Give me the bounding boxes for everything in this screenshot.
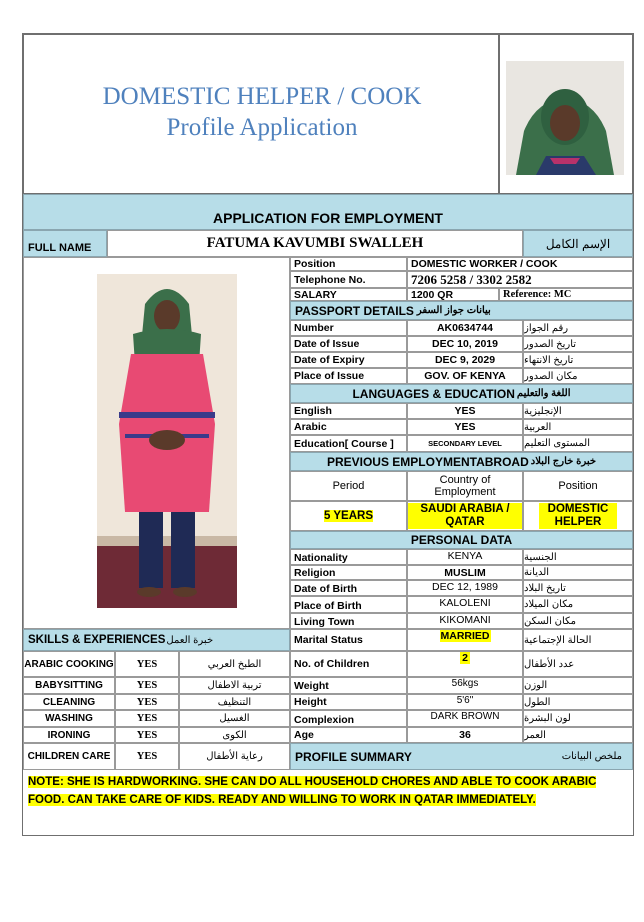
profile-summary-title: PROFILE SUMMARY — [295, 749, 412, 764]
telephone-label: Telephone No. — [290, 271, 407, 288]
height-arabic: الطول — [523, 694, 633, 710]
date-of-issue-value: DEC 10, 2019 — [407, 336, 523, 352]
date-of-expiry-arabic: تاريخ الانتهاء — [523, 352, 633, 368]
place-of-birth-arabic: مكان الميلاد — [523, 596, 633, 613]
marital-status-label: Marital Status — [290, 629, 407, 651]
salary-label: SALARY — [290, 288, 407, 301]
skill-babysitting-value: YES — [115, 677, 179, 694]
skill-arabic-cooking-arabic: الطبخ العربي — [179, 651, 290, 677]
age-label: Age — [290, 727, 407, 743]
place-of-issue-arabic: مكان الصدور — [523, 368, 633, 384]
english-arabic: الإنجليزية — [523, 403, 633, 419]
fullname-label-arabic: الإسم الكامل — [523, 230, 633, 257]
headshot-box — [499, 34, 633, 194]
prev-position-cell — [523, 501, 633, 531]
passport-number-arabic: رقم الجواز — [523, 320, 633, 336]
previous-employment-title-arabic: خبرة خارج البلاد — [530, 456, 597, 467]
note-box — [23, 770, 633, 815]
place-of-issue-value: GOV. OF KENYA — [407, 368, 523, 384]
marital-status-cell — [407, 629, 523, 651]
profile-summary-band — [290, 743, 633, 770]
personal-data-band: PERSONAL DATA — [290, 531, 633, 549]
education-arabic: المستوى التعليم — [523, 435, 633, 452]
languages-title: LANGUAGES & EDUCATION — [352, 386, 515, 401]
telephone-value: 7206 5258 / 3302 2582 — [407, 271, 633, 288]
period-header: Period — [290, 471, 407, 501]
passport-number-value: AK0634744 — [407, 320, 523, 336]
skill-babysitting-label: BABYSITTING — [23, 677, 115, 694]
marital-status-arabic: الحالة الإجتماعية — [523, 629, 633, 651]
living-town-arabic: مكان السكن — [523, 613, 633, 629]
age-arabic: العمر — [523, 727, 633, 743]
header-title-box — [23, 34, 499, 194]
passport-number-label: Number — [290, 320, 407, 336]
nationality-arabic: الجنسية — [523, 549, 633, 565]
living-town-label: Living Town — [290, 613, 407, 629]
skills-title-arabic: خبرة العمل — [166, 634, 214, 646]
profile-summary-title-arabic: ملخص البيانات — [561, 751, 622, 762]
marital-status-value: MARRIED — [440, 630, 490, 642]
skill-washing-arabic: الغسيل — [179, 710, 290, 727]
living-town-value: KIKOMANI — [407, 613, 523, 629]
application-sheet — [22, 33, 634, 836]
children-count-arabic: عدد الأطفال — [523, 651, 633, 677]
period-value: 5 YEARS — [323, 510, 373, 522]
passport-title-arabic: بيانات جواز السفر — [416, 305, 491, 316]
skill-ironing-label: IRONING — [23, 727, 115, 743]
position-header: Position — [523, 471, 633, 501]
country-value: SAUDI ARABIA / QATAR — [408, 503, 522, 529]
reference: Reference: MC — [499, 288, 633, 301]
passport-band — [290, 301, 633, 320]
religion-value: MUSLIM — [407, 565, 523, 580]
age-value: 36 — [407, 727, 523, 743]
skills-band — [23, 629, 290, 651]
full-body-photo — [97, 274, 237, 608]
skill-cleaning-label: CLEANING — [23, 694, 115, 710]
date-of-birth-arabic: تاريخ البلاد — [523, 580, 633, 596]
children-count-label: No. of Children — [290, 651, 407, 677]
skill-ironing-value: YES — [115, 727, 179, 743]
date-of-expiry-label: Date of Expiry — [290, 352, 407, 368]
note-text: NOTE: SHE IS HARDWORKING. SHE CAN DO ALL HOUSEHOLD CHORES AND ABLE TO COOK ARABIC FOOD. CAN TAKE CARE OF KIDS. READY AND WILLING TO WORK IN QATAR IMMEDIATELY. — [28, 776, 597, 806]
header-title-line1: DOMESTIC HELPER / COOK — [102, 83, 422, 110]
languages-title-arabic: اللغة والتعليم — [516, 388, 571, 399]
date-of-issue-label: Date of Issue — [290, 336, 407, 352]
weight-label: Weight — [290, 677, 407, 694]
skill-arabic-cooking-label: ARABIC COOKING — [23, 651, 115, 677]
position-label: Position — [290, 257, 407, 271]
date-of-birth-label: Date of Birth — [290, 580, 407, 596]
prev-position-value: DOMESTIC HELPER — [539, 503, 617, 529]
complexion-value: DARK BROWN — [407, 710, 523, 727]
skill-children-care-arabic: رعاية الأطفال — [179, 743, 290, 770]
complexion-arabic: لون البشرة — [523, 710, 633, 727]
skill-babysitting-arabic: تربية الاطفال — [179, 677, 290, 694]
weight-arabic: الوزن — [523, 677, 633, 694]
application-banner: APPLICATION FOR EMPLOYMENT — [23, 194, 633, 230]
skills-title: SKILLS & EXPERIENCES — [28, 634, 166, 646]
children-count-cell — [407, 651, 523, 677]
skill-ironing-arabic: الكوى — [179, 727, 290, 743]
religion-arabic: الديانة — [523, 565, 633, 580]
date-of-issue-arabic: تاريخ الصدور — [523, 336, 633, 352]
country-cell — [407, 501, 523, 531]
date-of-birth-value: DEC 12, 1989 — [407, 580, 523, 596]
skill-children-care-value: YES — [115, 743, 179, 770]
skill-children-care-label: CHILDREN CARE — [23, 743, 115, 770]
skill-cleaning-value: YES — [115, 694, 179, 710]
height-label: Height — [290, 694, 407, 710]
nationality-label: Nationality — [290, 549, 407, 565]
arabic-label: Arabic — [290, 419, 407, 435]
full-body-photo-box — [23, 257, 290, 629]
salary-value: 1200 QR — [407, 288, 499, 301]
place-of-birth-value: KALOLENI — [407, 596, 523, 613]
religion-label: Religion — [290, 565, 407, 580]
skill-arabic-cooking-value: YES — [115, 651, 179, 677]
education-label: Education[ Course ] — [290, 435, 407, 452]
place-of-birth-label: Place of Birth — [290, 596, 407, 613]
children-count-value: 2 — [462, 652, 468, 664]
previous-employment-band — [290, 452, 633, 471]
skill-cleaning-arabic: التنظيف — [179, 694, 290, 710]
arabic-arabic: العربية — [523, 419, 633, 435]
period-cell — [290, 501, 407, 531]
nationality-value: KENYA — [407, 549, 523, 565]
weight-value: 56kgs — [407, 677, 523, 694]
headshot-photo — [506, 61, 624, 175]
english-label: English — [290, 403, 407, 419]
previous-employment-title: PREVIOUS EMPLOYMENTABROAD — [326, 454, 529, 469]
passport-title: PASSPORT DETAILS — [295, 303, 414, 318]
date-of-expiry-value: DEC 9, 2029 — [407, 352, 523, 368]
education-value: SECONDARY LEVEL — [407, 435, 523, 452]
languages-band — [290, 384, 633, 403]
height-value: 5'6" — [407, 694, 523, 710]
english-value: YES — [407, 403, 523, 419]
place-of-issue-label: Place of Issue — [290, 368, 407, 384]
country-header: Country of Employment — [407, 471, 523, 501]
complexion-label: Complexion — [290, 710, 407, 727]
fullname-value: FATUMA KAVUMBI SWALLEH — [107, 230, 523, 257]
position-value: DOMESTIC WORKER / COOK — [407, 257, 633, 271]
arabic-value: YES — [407, 419, 523, 435]
header-title-line2: Profile Application — [166, 114, 358, 141]
skill-washing-value: YES — [115, 710, 179, 727]
fullname-label: FULL NAME — [23, 230, 107, 257]
skill-washing-label: WASHING — [23, 710, 115, 727]
